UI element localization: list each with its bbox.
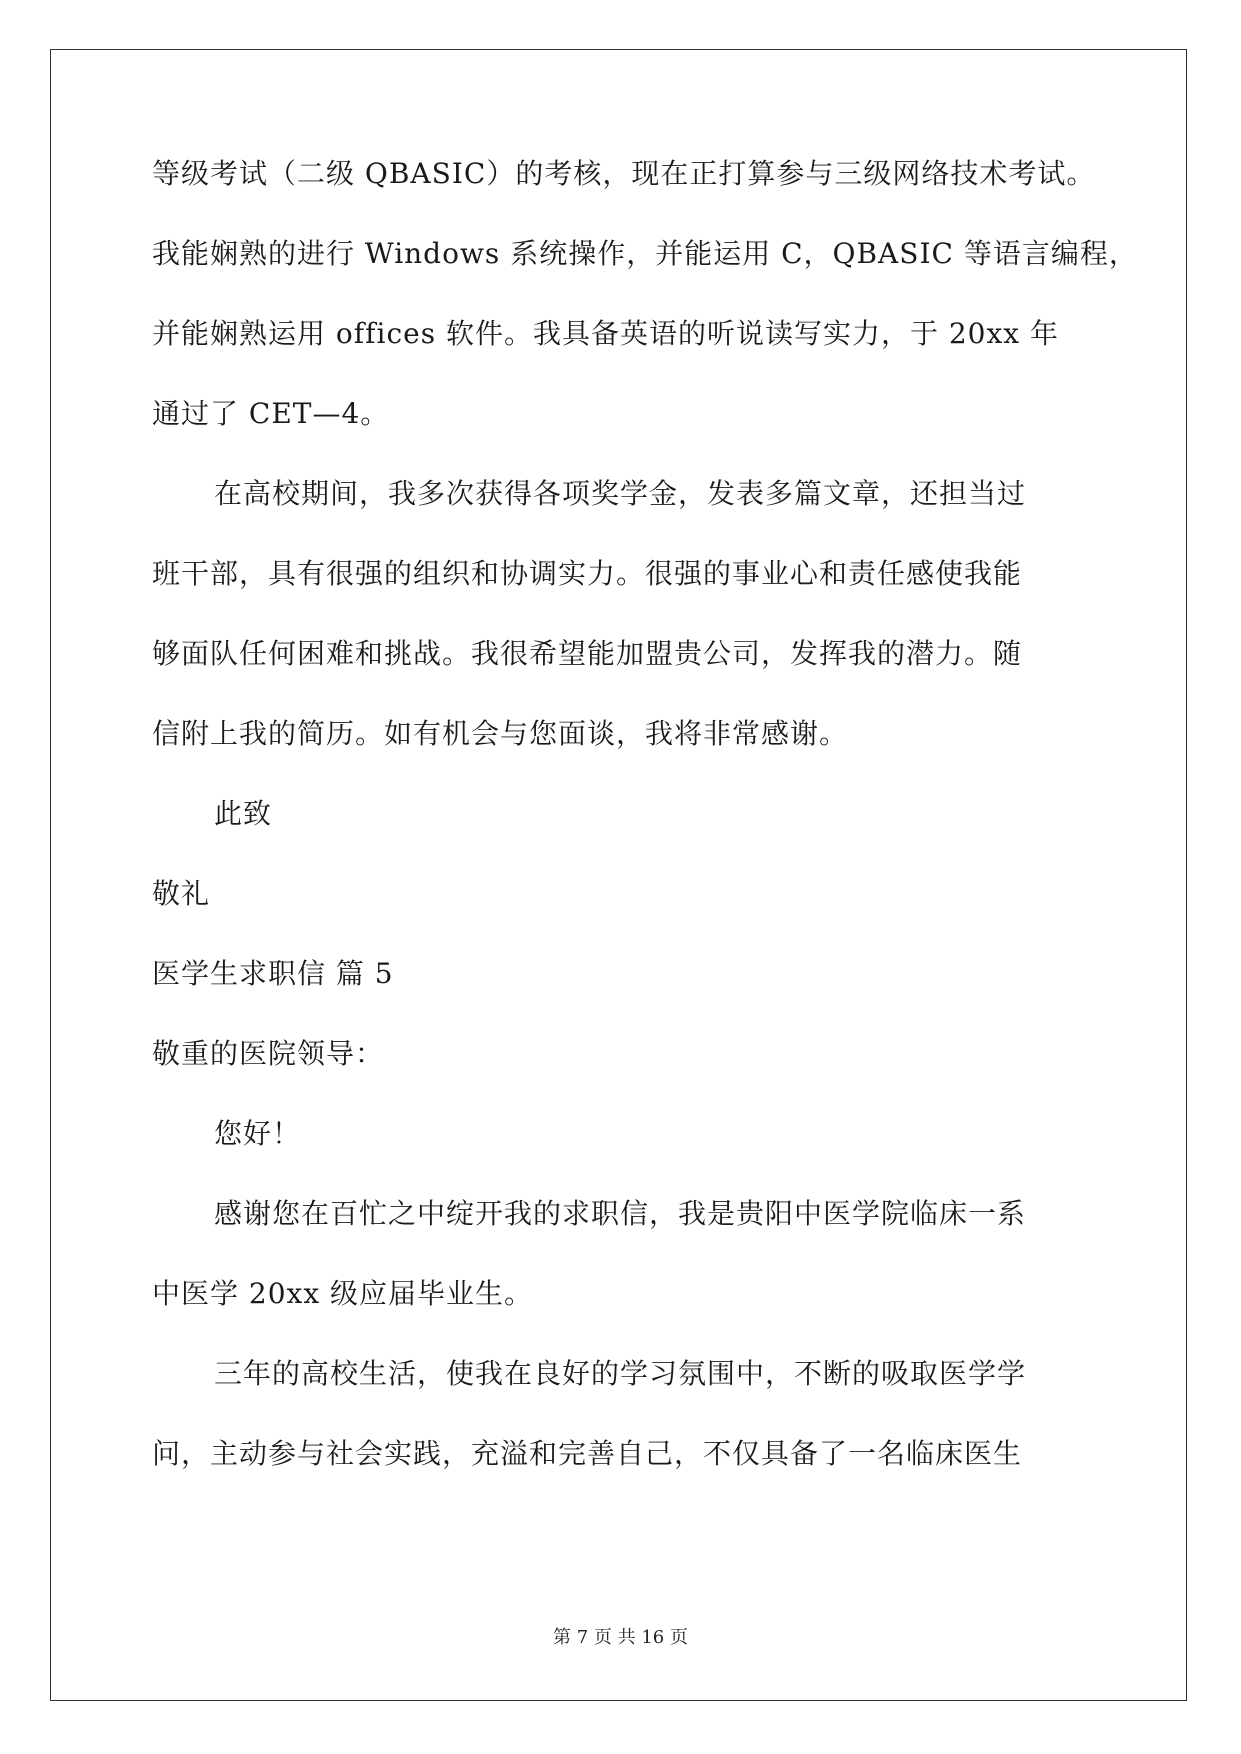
text-line: 我能娴熟的进行 Windows 系统操作，并能运用 C，QBASIC 等语言编程， [152, 237, 1138, 270]
text-line: 等级考试（二级 QBASIC）的考核，现在正打算参与三级网络技术考试。 [152, 157, 1096, 190]
document-body [152, 157, 1138, 1520]
greeting: 您好！ [214, 1117, 302, 1150]
text-line: 信附上我的简历。如有机会与您面谈，我将非常感谢。 [152, 717, 849, 750]
section-heading: 医学生求职信 篇 5 [152, 957, 394, 990]
text-line: 并能娴熟运用 offices 软件。我具备英语的听说读写实力，于 20xx 年 [152, 317, 1059, 350]
text-line: 班干部，具有很强的组织和协调实力。很强的事业心和责任感使我能 [152, 557, 1023, 590]
page-number-footer: 第 7 页 共 16 页 [553, 1627, 688, 1648]
text-line: 在高校期间，我多次获得各项奖学金，发表多篇文章，还担当过 [214, 477, 1027, 510]
greeting-addressee: 敬重的医院领导： [152, 1037, 385, 1070]
text-line: 通过了 CET—4。 [152, 397, 390, 430]
closing-salutation: 此致 [214, 797, 273, 830]
text-line: 感谢您在百忙之中绽开我的求职信，我是贵阳中医学院临床一系 [214, 1197, 1027, 1230]
text-line: 够面队任何困难和挑战。我很希望能加盟贵公司，发挥我的潜力。随 [152, 637, 1023, 670]
closing-regards: 敬礼 [152, 877, 211, 910]
text-line: 中医学 20xx 级应届毕业生。 [152, 1277, 534, 1310]
text-line: 三年的高校生活，使我在良好的学习氛围中，不断的吸取医学学 [214, 1357, 1027, 1390]
text-line: 问，主动参与社会实践，充溢和完善自己，不仅具备了一名临床医生 [152, 1437, 1023, 1470]
